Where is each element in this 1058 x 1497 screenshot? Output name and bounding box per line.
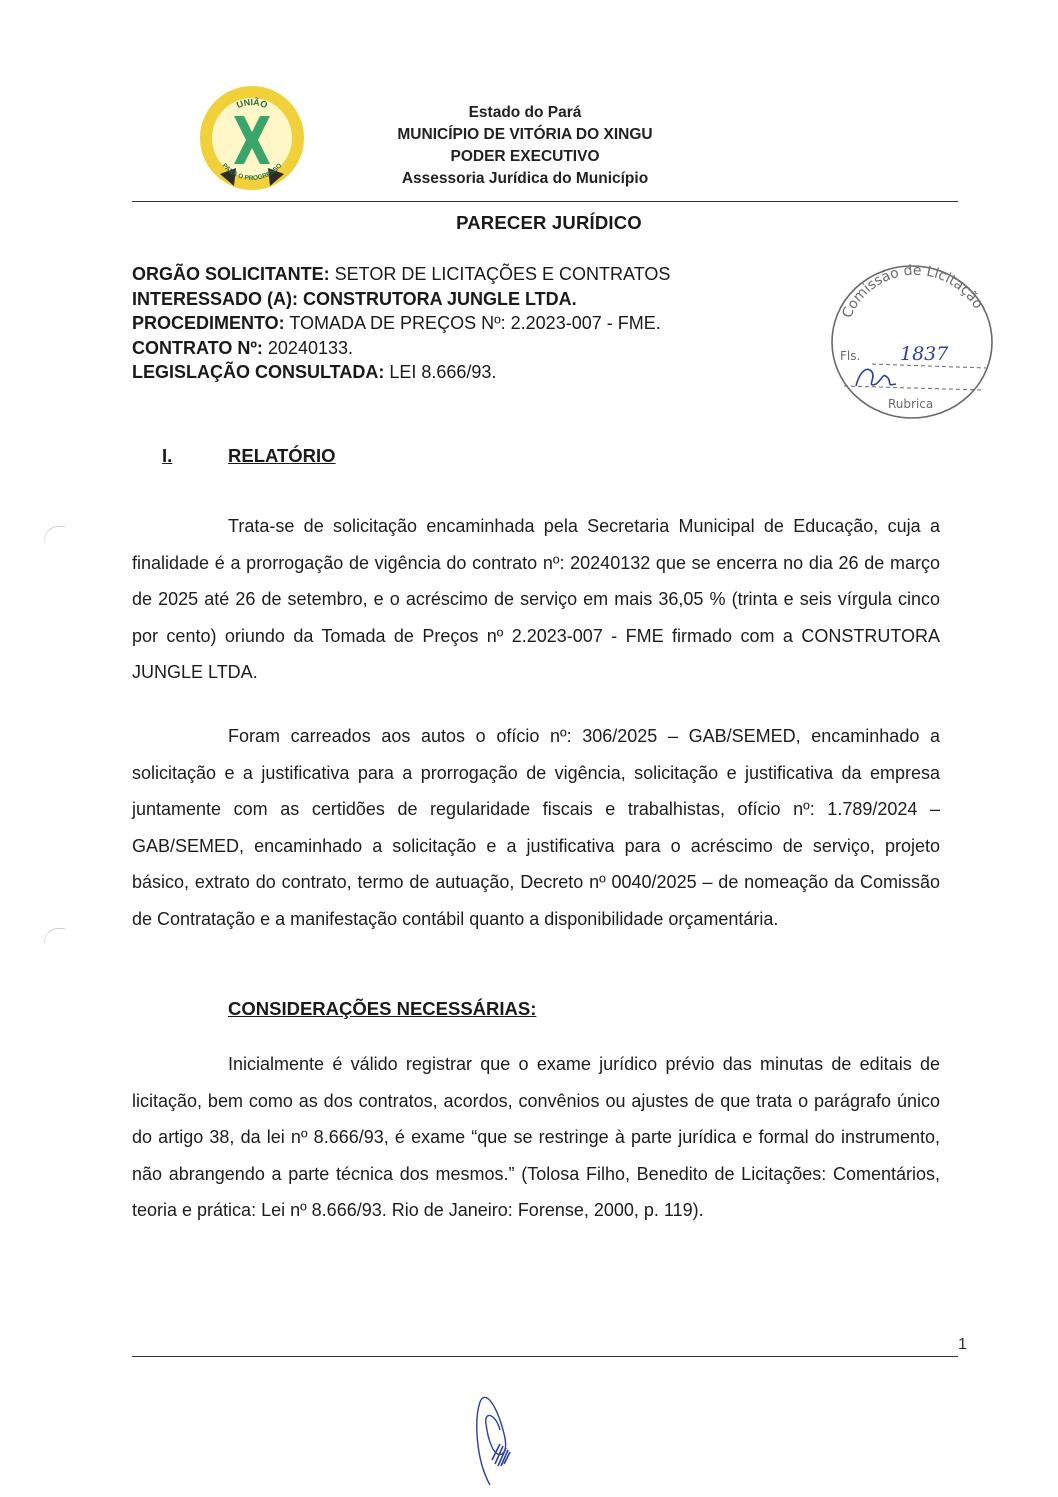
meta-value: LEI 8.666/93. [384,362,497,382]
meta-label: INTERESSADO (A): [132,288,298,309]
stamp-icon [826,262,998,422]
document-title-text: PARECER JURÍDICO [456,212,642,233]
meta-value: TOMADA DE PREÇOS Nº: 2.2023-007 - FME. [284,313,661,333]
signature [470,1390,530,1490]
margin-mark [44,928,65,943]
footer-divider [132,1356,958,1357]
meta-label: PROCEDIMENTO: [132,313,285,333]
paragraph-consideracoes-1: Inicialmente é válido registrar que o exame jurídico prévio das minutas de editais de licitação, bem como as dos contratos, acordos, convênios ou ajustes de que trata o parágrafo único do artigo 38, da lei nº 8.666/93, é exame “que se restringe à parte jurídica e formal do instrumento, não abrangendo a parte técnica dos mesmos.” (Tolosa Filho, Benedito de Licitações: Comentários, teoria e prática: Lei nº 8.666/93. Rio de Janeiro: Forense, 2000, p. 119). [132,1054,940,1220]
letterhead [380,102,670,190]
meta-value: 20240133. [262,337,353,358]
paragraph-relatorio-2: Foram carreados aos autos o ofício nº: 306/2025 – GAB/SEMED, encaminhado a solicitação e a justificativa para a prorrogação de vigência, solicitação e justificativa da empresa juntamente com as certidões de regularidade fiscais e trabalhistas, ofício nº: 1.789/2024 – GAB/SEMED, encaminhado a solicitação e a justificativa para o acréscimo de serviço, projeto básico, extrato do contrato, termo de autuação, Decreto nº 0040/2025 – de nomeação da Comissão de Contratação e a manifestação contábil quanto a disponibilidade orçamentária. [132,726,940,929]
meta-contract-number [132,336,670,361]
section-title-relatorio: RELATÓRIO [228,445,336,466]
meta-value: CONSTRUTORA JUNGLE LTDA. [298,288,577,309]
rubrica-signature-icon [856,369,896,386]
paragraph-relatorio-1: Trata-se de solicitação encaminhada pela Secretaria Municipal de Educação, cuja a finalidade é a prorrogação de vigência do contrato nº: 20240132 que se encerra no dia 26 de março de 2025 até 26 de setembro, e o acréscimo de serviço em mais 36,05 % (trinta e seis vírgula cinco por cento) oriundo da Tomada de Preços nº 2.2023-007 - FME firmado com a CONSTRUTORA JUNGLE LTDA. [132,516,940,682]
stamp-arc-text: Comissão de Licitação [839,262,986,321]
header-divider [132,201,958,202]
meta-value: SETOR DE LICITAÇÕES E CONTRATOS [329,264,671,284]
letterhead-state: Estado do Pará [468,104,582,121]
meta-label: ORGÃO SOLICITANTE: [132,264,330,284]
letterhead-municipality: MUNICÍPIO DE VITÓRIA DO XINGU [397,126,653,143]
meta-interested-party [132,287,670,312]
meta-label: CONTRATO Nº: [132,337,263,358]
margin-mark [44,526,65,541]
section-title-consideracoes: CONSIDERAÇÕES NECESSÁRIAS: [228,998,537,1019]
letterhead-branch: PODER EXECUTIVO [450,148,600,165]
commission-stamp [826,262,998,422]
logo-text-top: UNIÃO [235,97,269,111]
coat-of-arms-icon [200,86,304,190]
logo-text-ring: PARA O PROGRESSO [220,162,284,183]
municipal-logo [200,86,304,190]
section-number: I. [162,445,173,466]
meta-requesting-body [132,262,670,287]
page-number: 1 [958,1336,967,1353]
document-title [0,212,1058,234]
letterhead-department: Assessoria Jurídica do Município [401,170,649,187]
stamp-rubrica-label: Rubrica [888,397,934,411]
meta-procedure [132,311,670,336]
meta-legislation [132,360,670,385]
meta-label: LEGISLAÇÃO CONSULTADA: [132,362,385,382]
stamp-fls-label: Fls. [840,349,861,363]
handwritten-signature-icon [470,1390,530,1490]
stamp-folio-number: 1837 [900,343,949,365]
metadata-block [132,262,670,385]
